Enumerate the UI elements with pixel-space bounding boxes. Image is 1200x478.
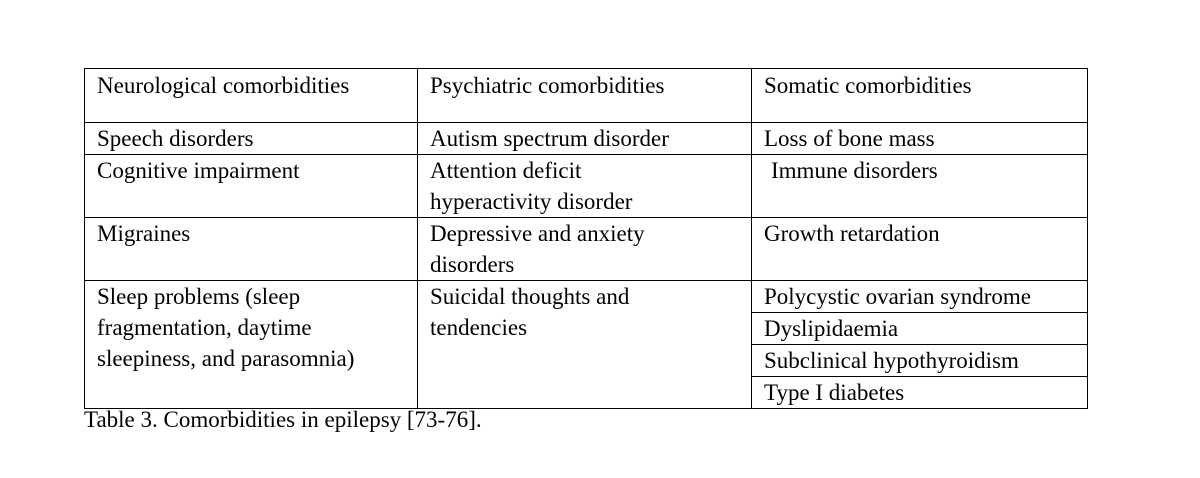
table-row — [85, 155, 1088, 218]
table-cell-somatic: Polycystic ovarian syndrome — [752, 281, 1088, 313]
table-cell-somatic: Type I diabetes — [752, 377, 1088, 409]
table-caption: Table 3. Comorbidities in epilepsy [73-76]. — [84, 407, 482, 432]
table-cell-neurological: Sleep problems (sleep fragmentation, daytime sleepiness, and parasomnia) — [85, 281, 418, 409]
table-row — [85, 218, 1088, 281]
header-neurological: Neurological comorbidities — [85, 69, 418, 123]
table-header-row — [85, 69, 1088, 123]
table-row — [85, 281, 1088, 313]
table-cell-neurological: Cognitive impairment — [85, 155, 418, 218]
table-cell-somatic: Subclinical hypothyroidism — [752, 345, 1088, 377]
table-cell-psychiatric: Depressive and anxiety disorders — [418, 218, 752, 281]
header-somatic: Somatic comorbidities — [752, 69, 1088, 123]
table-cell-psychiatric: Suicidal thoughts and tendencies — [418, 281, 752, 409]
table-cell-psychiatric: Autism spectrum disorder — [418, 123, 752, 155]
header-psychiatric: Psychiatric comorbidities — [418, 69, 752, 123]
table-cell-neurological: Migraines — [85, 218, 418, 281]
table-row — [85, 123, 1088, 155]
table-cell-somatic: Growth retardation — [752, 218, 1088, 281]
table-cell-somatic: Immune disorders — [752, 155, 1088, 218]
table-cell-psychiatric: Attention deficit hyperactivity disorder — [418, 155, 752, 218]
table-cell-somatic: Loss of bone mass — [752, 123, 1088, 155]
comorbidities-table — [84, 68, 1088, 409]
table-cell-somatic: Dyslipidaemia — [752, 313, 1088, 345]
table-cell-neurological: Speech disorders — [85, 123, 418, 155]
comorbidities-table-container — [84, 68, 1088, 409]
